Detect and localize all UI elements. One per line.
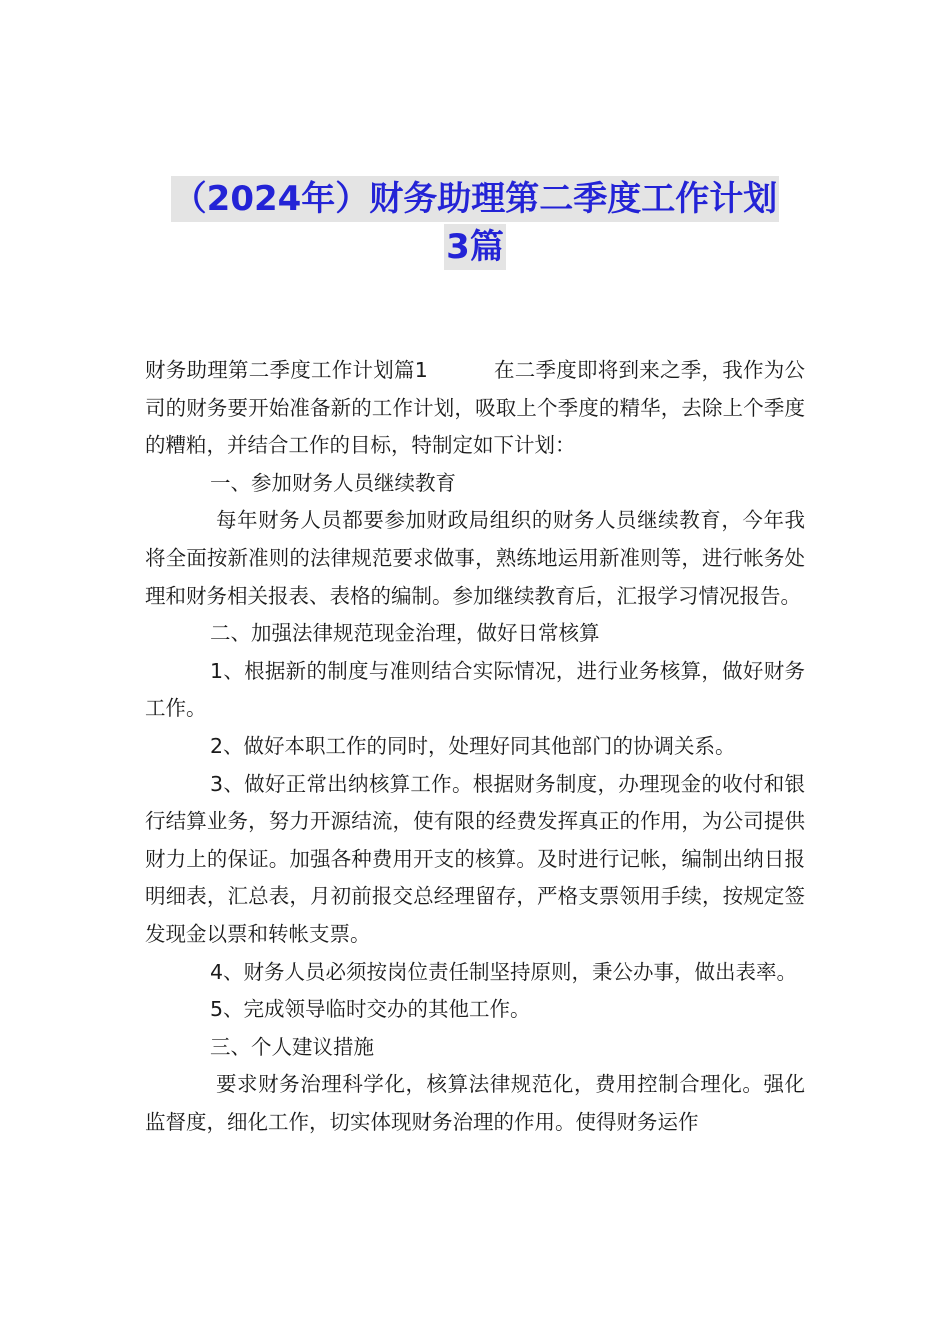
- document-title: [145, 176, 805, 270]
- section-1-heading: 一、参加财务人员继续教育: [210, 470, 456, 495]
- title-line-2: 3篇: [444, 224, 506, 270]
- section-3-paragraph: 要求财务治理科学化，核算法律规范化，费用控制合理化。强化监督度，细化工作，切实体现财务治理的作用。使得财务运作: [145, 1072, 805, 1134]
- document-body: [145, 352, 805, 1141]
- list-item-5: 5、完成领导临时交办的其他工作。: [210, 997, 531, 1022]
- section-2-heading: 二、加强法律规范现金治理，做好日常核算: [210, 621, 600, 646]
- list-item-4: 4、财务人员必须按岗位责任制坚持原则，秉公办事，做出表率。: [210, 959, 798, 984]
- intro-heading: 财务助理第二季度工作计划篇1: [145, 358, 428, 382]
- list-item-1: 1、根据新的制度与准则结合实际情况，进行业务核算，做好财务工作。: [145, 658, 805, 721]
- intro-text: 在二季度即将到来之季，我作为公司的财务要开始准备新的工作计划，吸取上个季度的精华，去除上个季度的糟粕，并结合工作的目标，特制定如下计划：: [145, 358, 806, 458]
- title-line-1: （2024年）财务助理第二季度工作计划: [171, 176, 780, 222]
- section-3-heading: 三、个人建议措施: [210, 1034, 374, 1059]
- section-1-paragraph: 每年财务人员都要参加财政局组织的财务人员继续教育，今年我将全面按新准则的法律规范要求做事，熟练地运用新准则等，进行帐务处理和财务相关报表、表格的编制。参加继续教育后，汇报学习情况报告。: [145, 508, 805, 608]
- list-item-3: 3、做好正常出纳核算工作。根据财务制度，办理现金的收付和银行结算业务，努力开源结流，使有限的经费发挥真正的作用，为公司提供财力上的保证。加强各种费用开支的核算。及时进行记帐，编制出纳日报明细表，汇总表，月初前报交总经理留存，严格支票领用手续，按规定签发现金以票和转帐支票。: [145, 771, 805, 946]
- intro-paragraph: [145, 352, 805, 465]
- list-item-2: 2、做好本职工作的同时，处理好同其他部门的协调关系。: [210, 733, 736, 758]
